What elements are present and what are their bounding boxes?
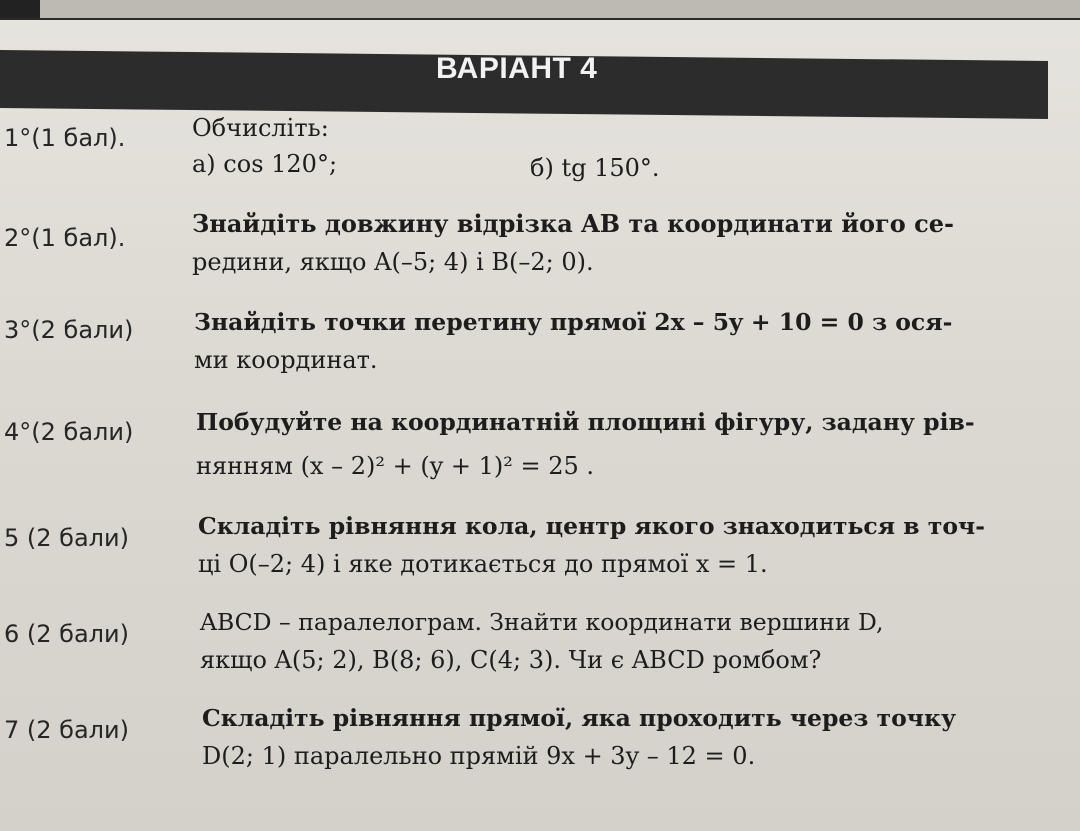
task-6-label: 6 (2 бали): [4, 620, 129, 648]
task-1-label: 1°(1 бал).: [4, 124, 126, 152]
task-6-line-1: ABCD – паралелограм. Знайти координати вершини D,: [200, 608, 884, 636]
task-2-line-2: редини, якщо A(–5; 4) і B(–2; 0).: [192, 248, 594, 276]
task-7-line-1: Складіть рівняння прямої, яка проходить через точку: [202, 704, 956, 732]
task-7-label: 7 (2 бали): [4, 716, 129, 744]
task-3-line-2: ми координат.: [194, 346, 378, 374]
task-7-line-2: D(2; 1) паралельно прямій 9x + 3y – 12 = 0.: [202, 742, 756, 770]
task-3-line-1: Знайдіть точки перетину прямої 2x – 5y + 10 = 0 з ося-: [194, 308, 953, 336]
task-4-label: 4°(2 бали): [4, 418, 134, 446]
task-5-line-2: ці O(–2; 4) і яке дотикається до прямої x = 1.: [198, 550, 768, 578]
task-3-label: 3°(2 бали): [4, 316, 134, 344]
task-2-line-1-text: Знайдіть довжину відрізка AB та координати його се-: [192, 209, 954, 238]
top-edge-strip: [0, 0, 1080, 20]
variant-title: ВАРІАНТ 4: [436, 52, 598, 85]
task-5-line-1: Складіть рівняння кола, центр якого знаходиться в точ-: [198, 512, 985, 540]
task-1-line-1: Обчисліть:: [192, 114, 329, 142]
task-5-label: 5 (2 бали): [4, 524, 129, 552]
task-4-line-2: нянням (x – 2)² + (y + 1)² = 25 .: [196, 452, 595, 480]
task-2-line-1: [192, 206, 1052, 242]
task-6-line-2: якщо A(5; 2), B(8; 6), C(4; 3). Чи є ABCD ромбом?: [200, 646, 822, 674]
task-1-part-b: б) tg 150°.: [530, 154, 660, 182]
task-2-label: 2°(1 бал).: [4, 224, 126, 252]
task-4-line-1: Побудуйте на координатній площині фігуру, задану рів-: [196, 408, 975, 436]
top-edge-dark-mark: [0, 0, 40, 18]
task-1-part-a: а) cos 120°;: [192, 150, 338, 178]
